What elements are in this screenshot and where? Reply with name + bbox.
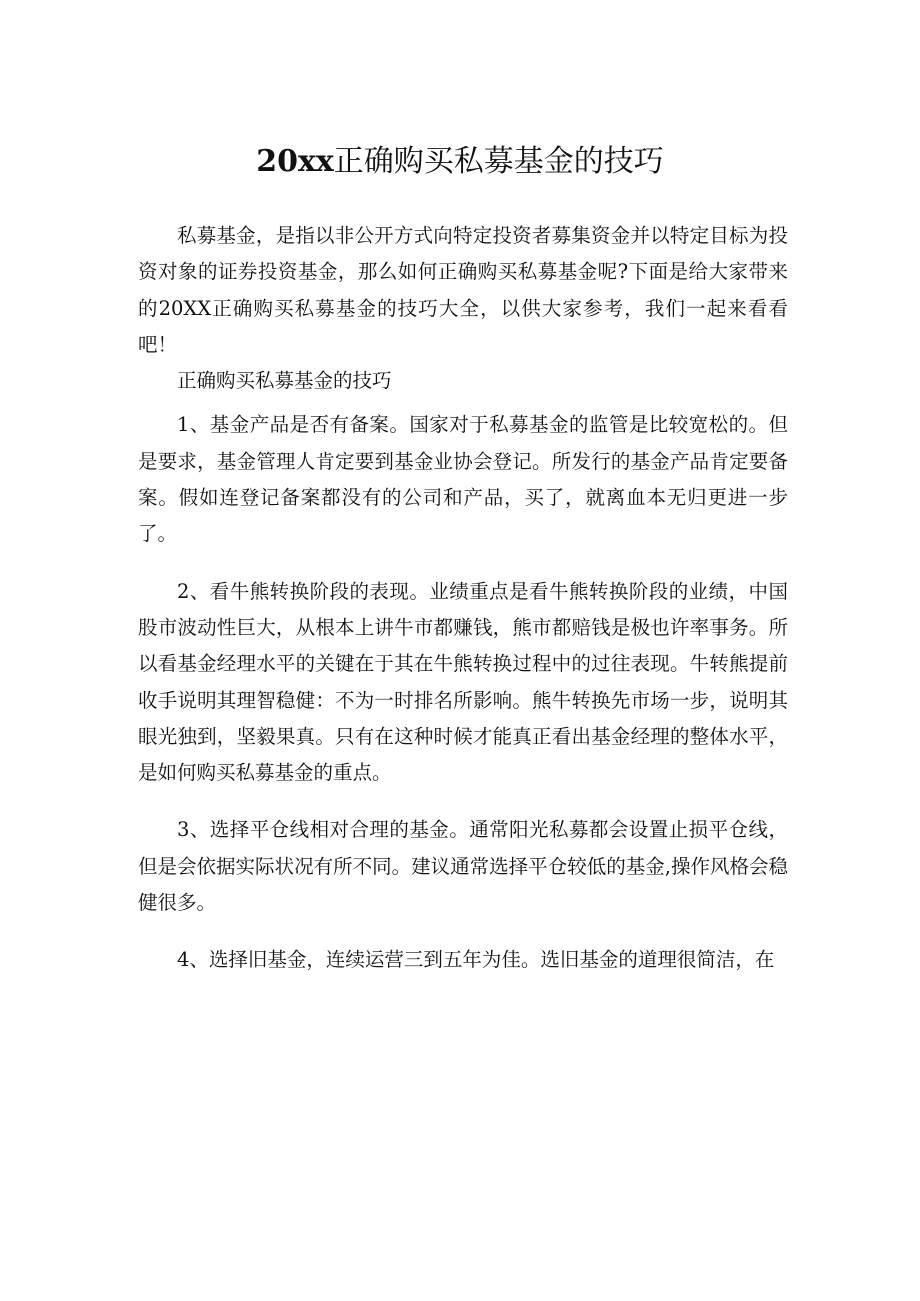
point-1: 1、基金产品是否有备案。国家对于私募基金的监管是比较宽松的。但是要求，基金管理人肯定要到基金业协会登记。所发行的基金产品肯定要备案。假如连登记备案都没有的公司和产品，买了，就离血本无归更进一步了。 [138, 413, 788, 546]
section-heading: 正确购买私募基金的技巧 [177, 369, 392, 393]
title-text: 正确购买私募基金的技巧 [333, 144, 664, 179]
intro-paragraph: 私募基金，是指以非公开方式向特定投资者募集资金并以特定目标为投资对象的证券投资基金，那么如何正确购买私募基金呢?下面是给大家带来的20XX正确购买私募基金的技巧大全，以供大家参考，我们一起来看看吧！ [138, 224, 788, 356]
document-body [138, 218, 788, 979]
point-2: 2、看牛熊转换阶段的表现。业绩重点是看牛熊转换阶段的业绩，中国股市波动性巨大，从根本上讲牛市都赚钱，熊市都赔钱是极也许率事务。所以看基金经理水平的关键在于其在牛熊转换过程中的过往表现。牛转熊提前收手说明其理智稳健：不为一时排名所影响。熊牛转换先市场一步，说明其眼光独到，坚毅果真。只有在这种时候才能真正看出基金经理的整体水平，是如何购买私募基金的重点。 [138, 579, 788, 785]
point-4: 4、选择旧基金，连续运营三到五年为佳。选旧基金的道理很简洁，在 [177, 948, 775, 972]
document-title [0, 140, 920, 184]
title-year: 20xx [256, 144, 334, 179]
point-3: 3、选择平仓线相对合理的基金。通常阳光私募都会设置止损平仓线，但是会依据实际状况有所不同。建议通常选择平仓较低的基金,操作风格会稳健很多。 [138, 818, 788, 915]
